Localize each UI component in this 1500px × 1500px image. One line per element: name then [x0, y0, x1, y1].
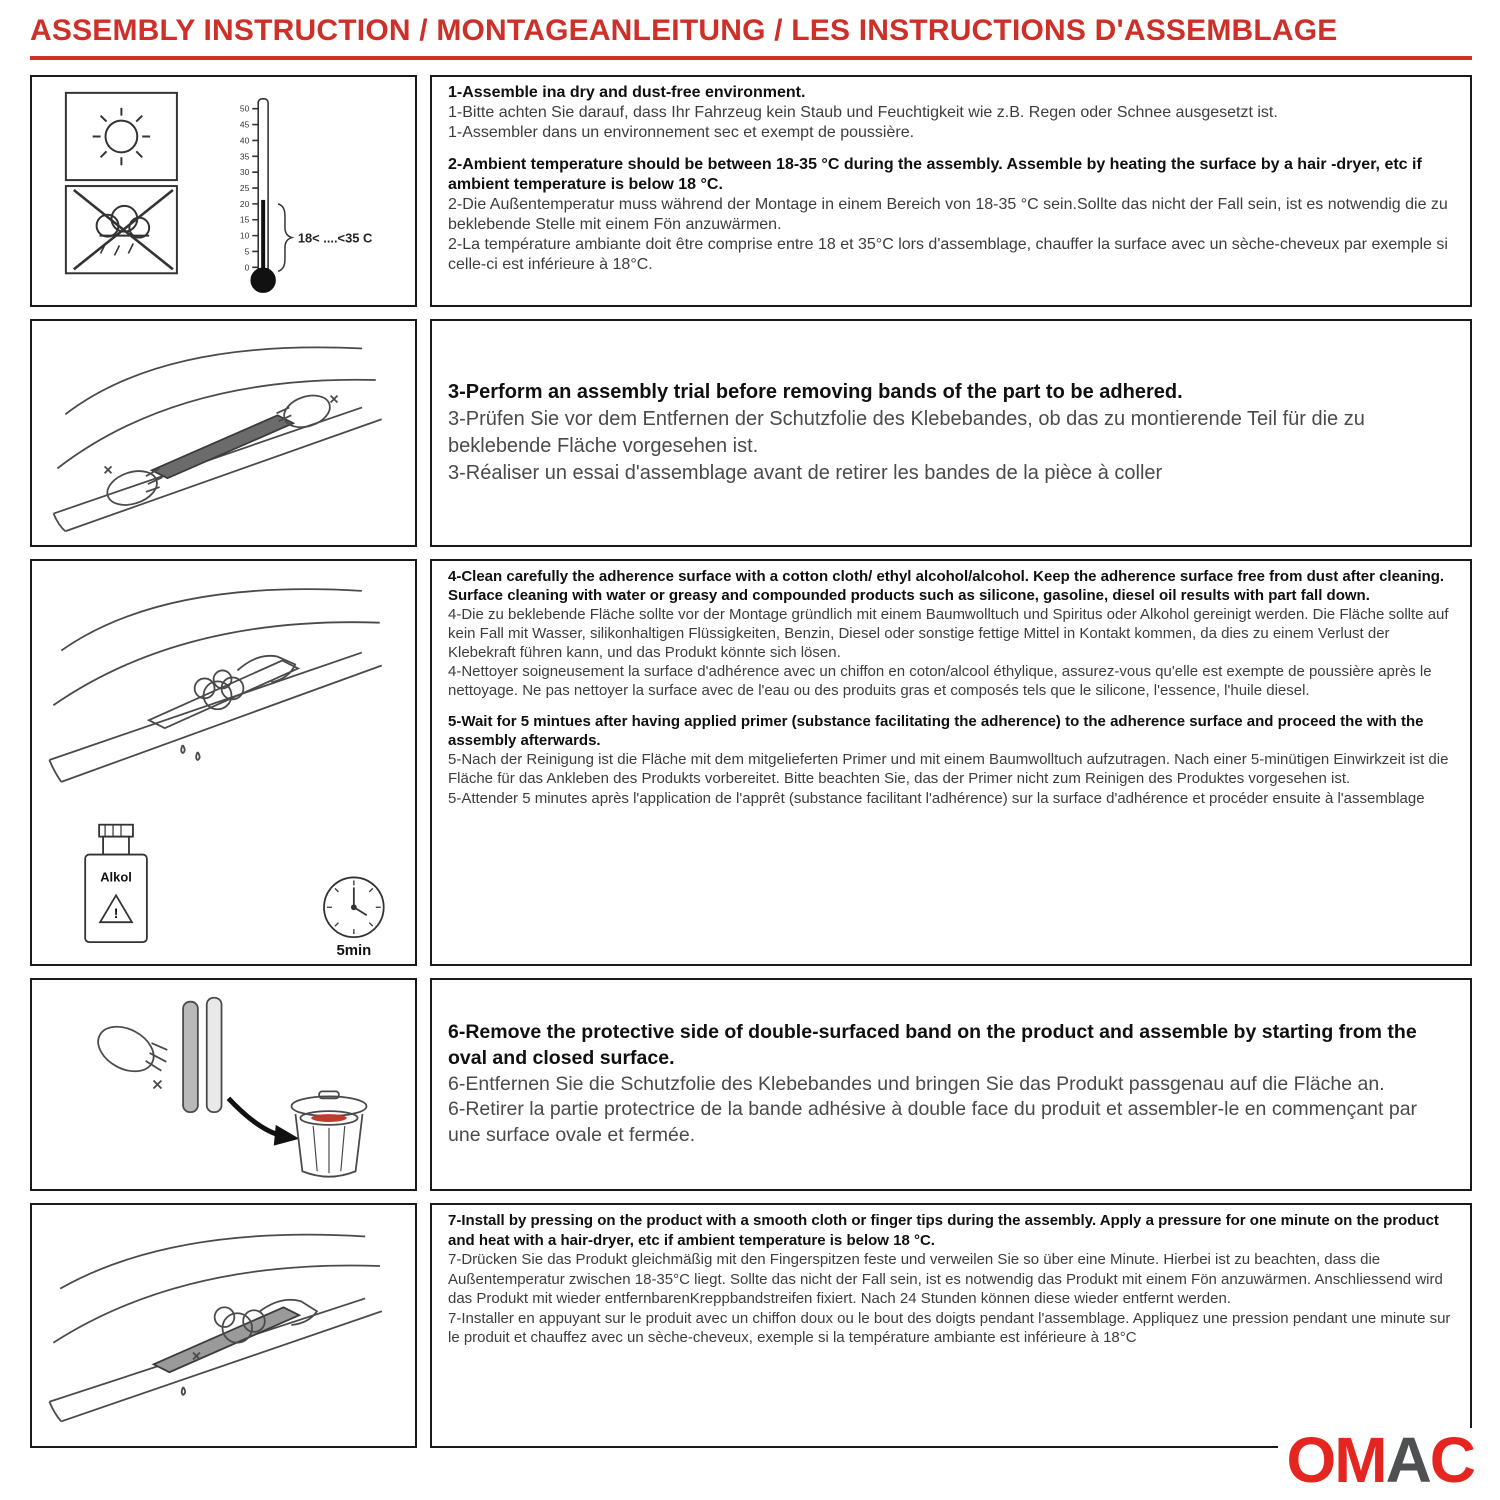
- no-rain-icon: [66, 186, 177, 273]
- step3-en: 3-Perform an assembly trial before removing bands of the part to be adhered.: [448, 381, 1183, 403]
- clock-label: 5min: [336, 942, 372, 960]
- section-step-7: [30, 1203, 1472, 1448]
- thermometer-icon: [240, 99, 372, 292]
- step4-en: 4-Clean carefully the adherence surface with a cotton cloth/ ethyl alcohol/alcohol. Keep the adherence surface free from dust after cleaning. Surface cleaning with water or greasy and compounded products such as silicone, gasoline, diesel oil results with part fall down.: [448, 568, 1445, 605]
- step2-fr: 2-La température ambiante doit être comprise entre 18 et 35°C lors d'assemblage, chauffer la surface avec un sèche-cheveux par exemple si celle-ci est inférieure à 18°C.: [448, 236, 1448, 273]
- left-hand-icon: [103, 465, 163, 511]
- step6-fr: 6-Retirer la partie protectrice de la bande adhésive à double face du produit et assembler-le en commençant par une surface ovale et fermée.: [448, 1098, 1418, 1147]
- remove-band-svg: [32, 980, 415, 1189]
- svg-text:35: 35: [239, 151, 250, 162]
- clean-prime-svg: [32, 561, 415, 964]
- step6-de: 6-Entfernen Sie die Schutzfolie des Klebebandes und bringen Sie das Produkt passgenau auf die Fläche an.: [448, 1072, 1385, 1095]
- step4-fr: 4-Nettoyer soigneusement la surface d'adhérence avec un chiffon en coton/alcool éthylique, assurez-vous qu'elle est exempte de poussière après le nettoyage. Ne pas nettoyer la surface avec de l'eau ou des produits gras et composés tels que le silicone, l'essence, l'huile diesel.: [448, 663, 1432, 700]
- step4-de: 4-Die zu beklebende Fläche sollte vor der Montage gründlich mit einem Baumwolltuch und Spiritus oder Alkohol gereinigt werden. Die Fläche sollte auf kein Fall mit Wasser, silikonhaltigen Flüssigkeiten, Benzin, Diesel oder sonstige fettige Mittel in Kontakt kommen, da dies zu einem Verlust der Klebekraft führen kann, und das Produkt könnte sich lösen.: [448, 606, 1449, 662]
- illustration-assembly-trial: [30, 319, 417, 547]
- clock-icon: [324, 877, 384, 959]
- step5-en: 5-Wait for 5 mintues after having applied primer (substance facilitating the adherence) to the adherence surface and proceed the with the assembly afterwards.: [448, 713, 1424, 750]
- section-step-4-5: [30, 559, 1472, 966]
- logo-letter-c: C: [1429, 1424, 1474, 1496]
- illustration-clean-and-prime: [30, 559, 417, 966]
- alcohol-bottle-icon: [85, 825, 147, 942]
- section-step-3: [30, 319, 1472, 547]
- temperature-range-label: 18< ....<35 C: [297, 230, 373, 246]
- svg-text:0: 0: [244, 262, 250, 273]
- instructions-step-4-5: [430, 559, 1472, 966]
- svg-text:10: 10: [239, 230, 250, 241]
- press-install-svg: [32, 1205, 415, 1446]
- svg-text:20: 20: [239, 198, 250, 209]
- step7-de: 7-Drücken Sie das Produkt gleichmäßig mit den Fingerspitzen feste und verweilen Sie so über eine Minute. Hierbei ist zu beachten, dass die Außentemperatur zwischen 18-35°C liegt. Sollte das nicht der Fall sein, ist es notwendig das Produkt mit einem Fön anzuwärmen. Anschliessend wird das Produkt mit wieder entfernbarenKreppbandstreifen fixiert. Nach 24 Stunden können diese wieder entfernt werden.: [448, 1251, 1443, 1307]
- bottle-label: Alkol: [100, 869, 132, 885]
- oval-band-mark: [311, 1114, 346, 1122]
- step1-de: 1-Bitte achten Sie darauf, dass Ihr Fahrzeug kein Staub und Feuchtigkeit wie z.B. Regen oder Schnee ausgesetzt ist.: [448, 104, 1278, 121]
- svg-text:50: 50: [239, 103, 250, 114]
- instructions-step-6: [430, 978, 1472, 1191]
- trash-bin-icon: [292, 1091, 367, 1176]
- logo-letters-om: OM: [1286, 1424, 1386, 1496]
- step6-en: 6-Remove the protective side of double-surfaced band on the product and assemble by starting from the oval and closed surface.: [448, 1020, 1417, 1069]
- climate-illustration-svg: [32, 77, 415, 305]
- pressing-drawing: [49, 1235, 381, 1422]
- instructions-step-3: [430, 319, 1472, 547]
- instructions-step-1-2: [430, 75, 1472, 307]
- step7-en: 7-Install by pressing on the product with a smooth cloth or finger tips during the assembly. Apply a pressure for one minute on the product and heat with a hair-dryer, etc if ambient temperature is below 18 °C.: [448, 1212, 1439, 1249]
- hand-icon: [91, 1018, 168, 1089]
- cleaning-drawing: [49, 589, 381, 782]
- svg-text:30: 30: [239, 167, 250, 178]
- title-underline: [30, 56, 1472, 60]
- svg-text:45: 45: [239, 119, 250, 130]
- step5-fr: 5-Attender 5 minutes après l'application de l'apprêt (substance facilitant l'adhérence) sur la surface d'adhérence et procéder ensuite à l'assemblage: [448, 789, 1425, 807]
- svg-text:15: 15: [239, 214, 250, 225]
- step5-de: 5-Nach der Reinigung ist die Fläche mit dem mitgelieferten Primer und mit einem Baumwolltuch aufzutragen. Nach einer 5-minütigen Einwirkzeit ist die Fläche für das Ankleben des Produkts vorbereitet. Bitte beachten Sie, das der Primer nicht zum Reinigen des Produktes vorgesehen ist.: [448, 751, 1449, 788]
- illustration-climate-conditions: [30, 75, 417, 307]
- illustration-press-install: [30, 1203, 417, 1448]
- svg-text:40: 40: [239, 135, 250, 146]
- omac-logo: [1278, 1424, 1474, 1496]
- arrow-icon: [228, 1098, 281, 1135]
- trial-fit-svg: [32, 321, 415, 545]
- step1-en: 1-Assemble ina dry and dust-free environment.: [448, 84, 806, 101]
- section-step-1-2: [30, 75, 1472, 307]
- warning-exclamation: !: [113, 905, 119, 922]
- step3-de: 3-Prüfen Sie vor dem Entfernen der Schutzfolie des Klebebandes, ob das zu montierende Teil für die zu beklebende Fläche vorgesehen ist.: [448, 408, 1365, 457]
- step7-fr: 7-Installer en appuyant sur le produit avec un chiffon doux ou le bout des doigts pendant l'assemblage. Appliquez une pression pendant une minute sur le produit et chauffez avec un sèche-cheveux, exemple si la température ambiante est inférieure à 18°C: [448, 1309, 1451, 1346]
- section-step-6: [30, 978, 1472, 1191]
- step3-fr: 3-Réaliser un essai d'assemblage avant de retirer les bandes de la pièce à coller: [448, 462, 1163, 484]
- step2-de: 2-Die Außentemperatur muss während der Montage in einem Bereich von 18-35 °C sein.Sollte das nicht der Fall sein, ist es notwendig die zu beklebende Stelle mit einem Fön anzuwärmen.: [448, 196, 1448, 233]
- logo-letter-a: A: [1385, 1424, 1430, 1496]
- instructions-step-7: [430, 1203, 1472, 1448]
- svg-text:5: 5: [244, 246, 250, 257]
- step2-en: 2-Ambient temperature should be between 18-35 °C during the assembly. Assemble by heating the surface by a hair -dryer, etc if ambient temperature is below 18 °C.: [448, 156, 1422, 193]
- svg-text:25: 25: [239, 183, 250, 193]
- step1-fr: 1-Assembler dans un environnement sec et exempt de poussière.: [448, 124, 915, 141]
- page-title: ASSEMBLY INSTRUCTION / MONTAGEANLEITUNG / LES INSTRUCTIONS D'ASSEMBLAGE: [30, 14, 1338, 47]
- sun-icon: [66, 93, 177, 180]
- illustration-remove-band: [30, 978, 417, 1191]
- peeling-drawing: [91, 998, 367, 1177]
- door-sill-drawing: [54, 347, 382, 531]
